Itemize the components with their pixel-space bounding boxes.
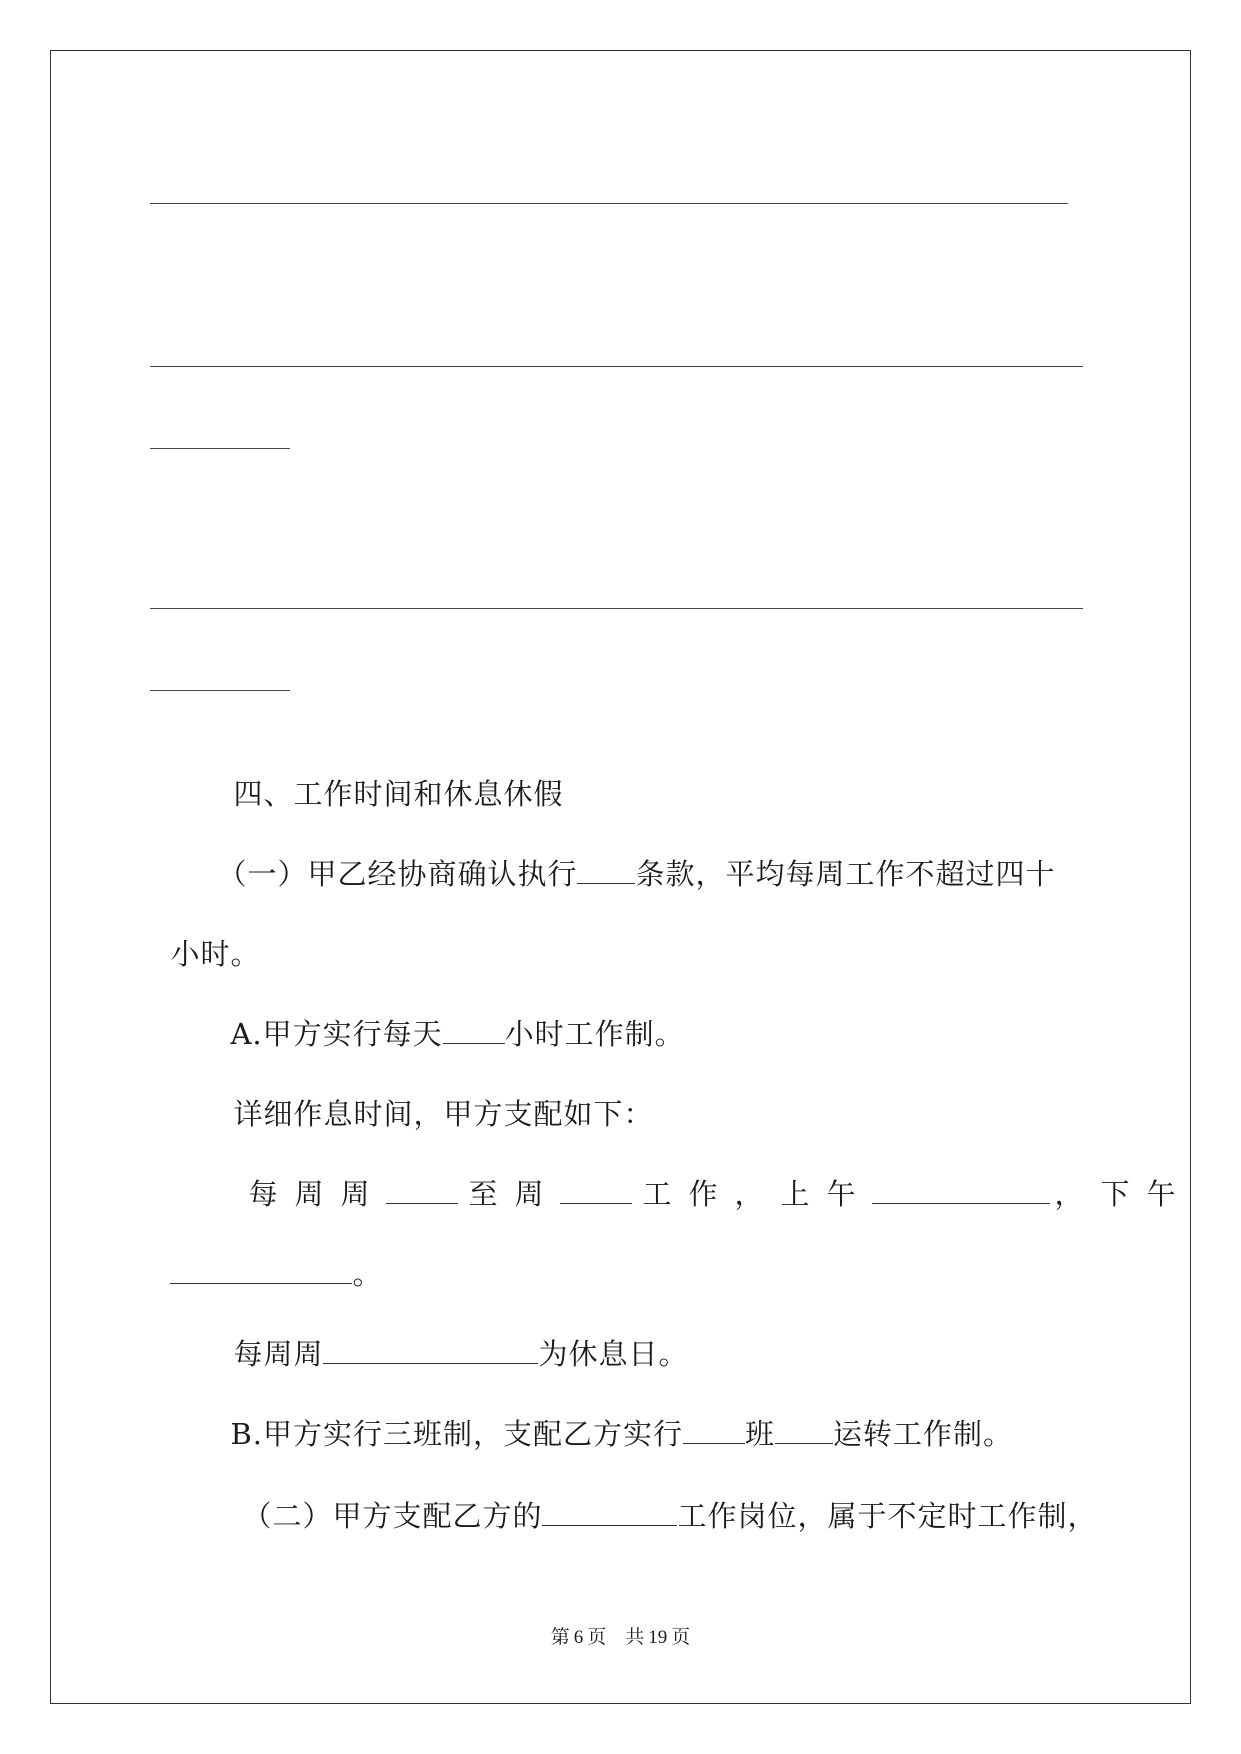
fill-blank (775, 1417, 833, 1444)
blank-line (150, 203, 1068, 204)
fill-blank (170, 1257, 352, 1284)
blank-line (150, 448, 290, 449)
blank-line (150, 690, 290, 691)
weekly-schedule: 每周周 至周 工作，上午 ，下午 (248, 1177, 1193, 1211)
fill-blank (542, 1499, 677, 1526)
fill-blank (872, 1177, 1050, 1204)
fill-blank (386, 1177, 458, 1204)
clause-a: A.甲方实行每天 小时工作制。 (230, 1017, 685, 1051)
fill-blank (683, 1417, 745, 1444)
fill-blank (577, 857, 635, 884)
fill-blank (560, 1177, 632, 1204)
paragraph-1: （一）甲乙经协商确认执行 条款，平均每周工作不超过四十 (217, 857, 1056, 891)
rest-days: 每周周 为休息日。 (233, 1337, 689, 1371)
paragraph-1-cont: 小时。 (170, 937, 261, 971)
schedule-intro: 详细作息时间，甲方支配如下： (233, 1097, 654, 1131)
fill-blank (323, 1337, 538, 1364)
page-number: 第 6 页 共 19 页 (550, 1627, 691, 1648)
section-heading: 四、工作时间和休息休假 (233, 777, 564, 811)
paragraph-2: （二）甲方支配乙方的 工作岗位，属于不定时工作制， (242, 1499, 1098, 1533)
weekly-schedule-cont: 。 (150, 1220, 382, 1292)
fill-blank (443, 1017, 505, 1044)
blank-line (150, 608, 1083, 609)
clause-b: B.甲方实行三班制，支配乙方实行 班 运转工作制。 (230, 1417, 1013, 1451)
blank-line (150, 366, 1083, 367)
